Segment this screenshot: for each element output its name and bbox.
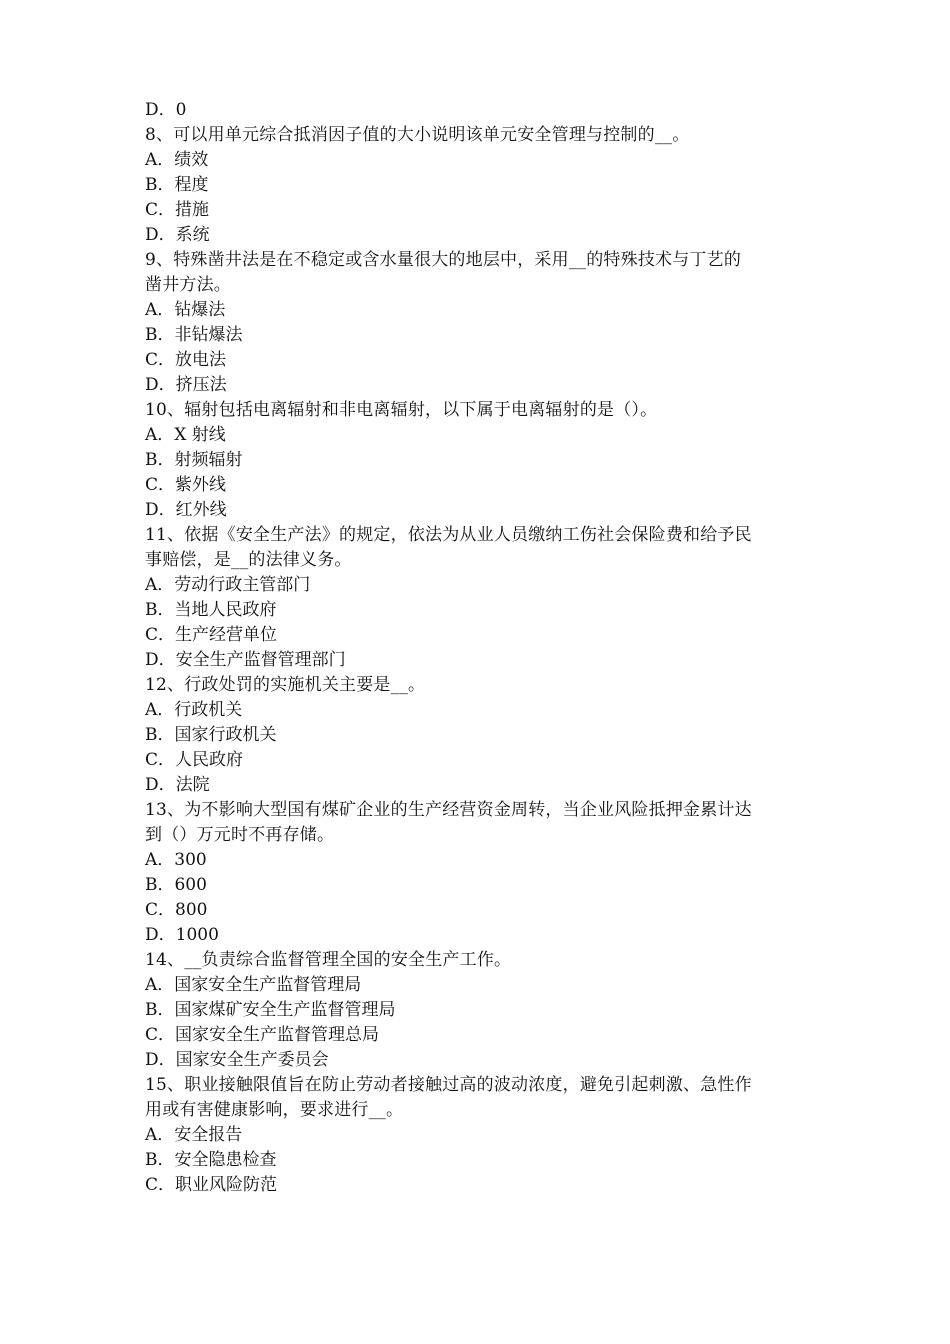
option-a: A．钻爆法 xyxy=(145,300,226,320)
option-a: A．绩效 xyxy=(145,150,209,170)
option-b: B．非钻爆法 xyxy=(145,325,243,345)
question-text: 15、职业接触限值旨在防止劳动者接触过高的波动浓度，避免引起刺激、急性作 xyxy=(145,1075,752,1095)
option-c: C．职业风险防范 xyxy=(145,1175,278,1195)
option-c: C．国家安全生产监督管理总局 xyxy=(145,1025,380,1045)
question-text-continued: 事赔偿，是__的法律义务。 xyxy=(145,550,352,570)
option-c: C．800 xyxy=(145,900,208,920)
option-a: A．行政机关 xyxy=(145,700,243,720)
leading-option: D．0 xyxy=(145,100,187,120)
option-c: C．紫外线 xyxy=(145,475,227,495)
option-c: C．措施 xyxy=(145,200,210,220)
question-text: 10、辐射包括电离辐射和非电离辐射，以下属于电离辐射的是（）。 xyxy=(145,400,658,420)
question-text: 9、特殊凿井法是在不稳定或含水量很大的地层中，采用__的特殊技术与丁艺的 xyxy=(145,250,742,270)
question-text-continued: 凿井方法。 xyxy=(145,275,231,295)
option-b: B．国家煤矿安全生产监督管理局 xyxy=(145,1000,396,1020)
question-text-continued: 到（）万元时不再存储。 xyxy=(145,825,335,845)
question-10 xyxy=(145,398,820,523)
option-b: B．射频辐射 xyxy=(145,450,243,470)
option-a: A．劳动行政主管部门 xyxy=(145,575,311,595)
question-15 xyxy=(145,1073,820,1198)
option-c: C．生产经营单位 xyxy=(145,625,278,645)
question-13 xyxy=(145,798,820,948)
option-b: B．安全隐患检查 xyxy=(145,1150,277,1170)
option-d: D．系统 xyxy=(145,225,210,245)
question-text: 8、可以用单元综合抵消因子值的大小说明该单元安全管理与控制的__。 xyxy=(145,125,690,145)
question-8 xyxy=(145,123,820,248)
question-9 xyxy=(145,248,820,398)
option-a: A．国家安全生产监督管理局 xyxy=(145,975,362,995)
option-b: B．程度 xyxy=(145,175,209,195)
option-d: D．1000 xyxy=(145,925,219,945)
option-d: D．国家安全生产委员会 xyxy=(145,1050,329,1070)
question-text: 14、__负责综合监督管理全国的安全生产工作。 xyxy=(145,950,512,970)
option-b: B．国家行政机关 xyxy=(145,725,277,745)
option-d: D．挤压法 xyxy=(145,375,227,395)
option-a: A．300 xyxy=(145,850,207,870)
option-d: D．红外线 xyxy=(145,500,227,520)
option-c: C．放电法 xyxy=(145,350,227,370)
question-text: 13、为不影响大型国有煤矿企业的生产经营资金周转，当企业风险抵押金累计达 xyxy=(145,800,752,820)
option-c: C．人民政府 xyxy=(145,750,244,770)
question-text-continued: 用或有害健康影响，要求进行__。 xyxy=(145,1100,404,1120)
question-14 xyxy=(145,948,820,1073)
option-a: A．X 射线 xyxy=(145,425,226,445)
option-b: B．600 xyxy=(145,875,207,895)
question-12 xyxy=(145,673,820,798)
document-page xyxy=(145,98,820,1198)
option-d: D．安全生产监督管理部门 xyxy=(145,650,346,670)
option-b: B．当地人民政府 xyxy=(145,600,277,620)
question-11 xyxy=(145,523,820,673)
option-a: A．安全报告 xyxy=(145,1125,243,1145)
option-d: D．法院 xyxy=(145,775,210,795)
question-text: 11、依据《安全生产法》的规定，依法为从业人员缴纳工伤社会保险费和给予民 xyxy=(145,525,752,545)
question-text: 12、行政处罚的实施机关主要是__。 xyxy=(145,675,426,695)
